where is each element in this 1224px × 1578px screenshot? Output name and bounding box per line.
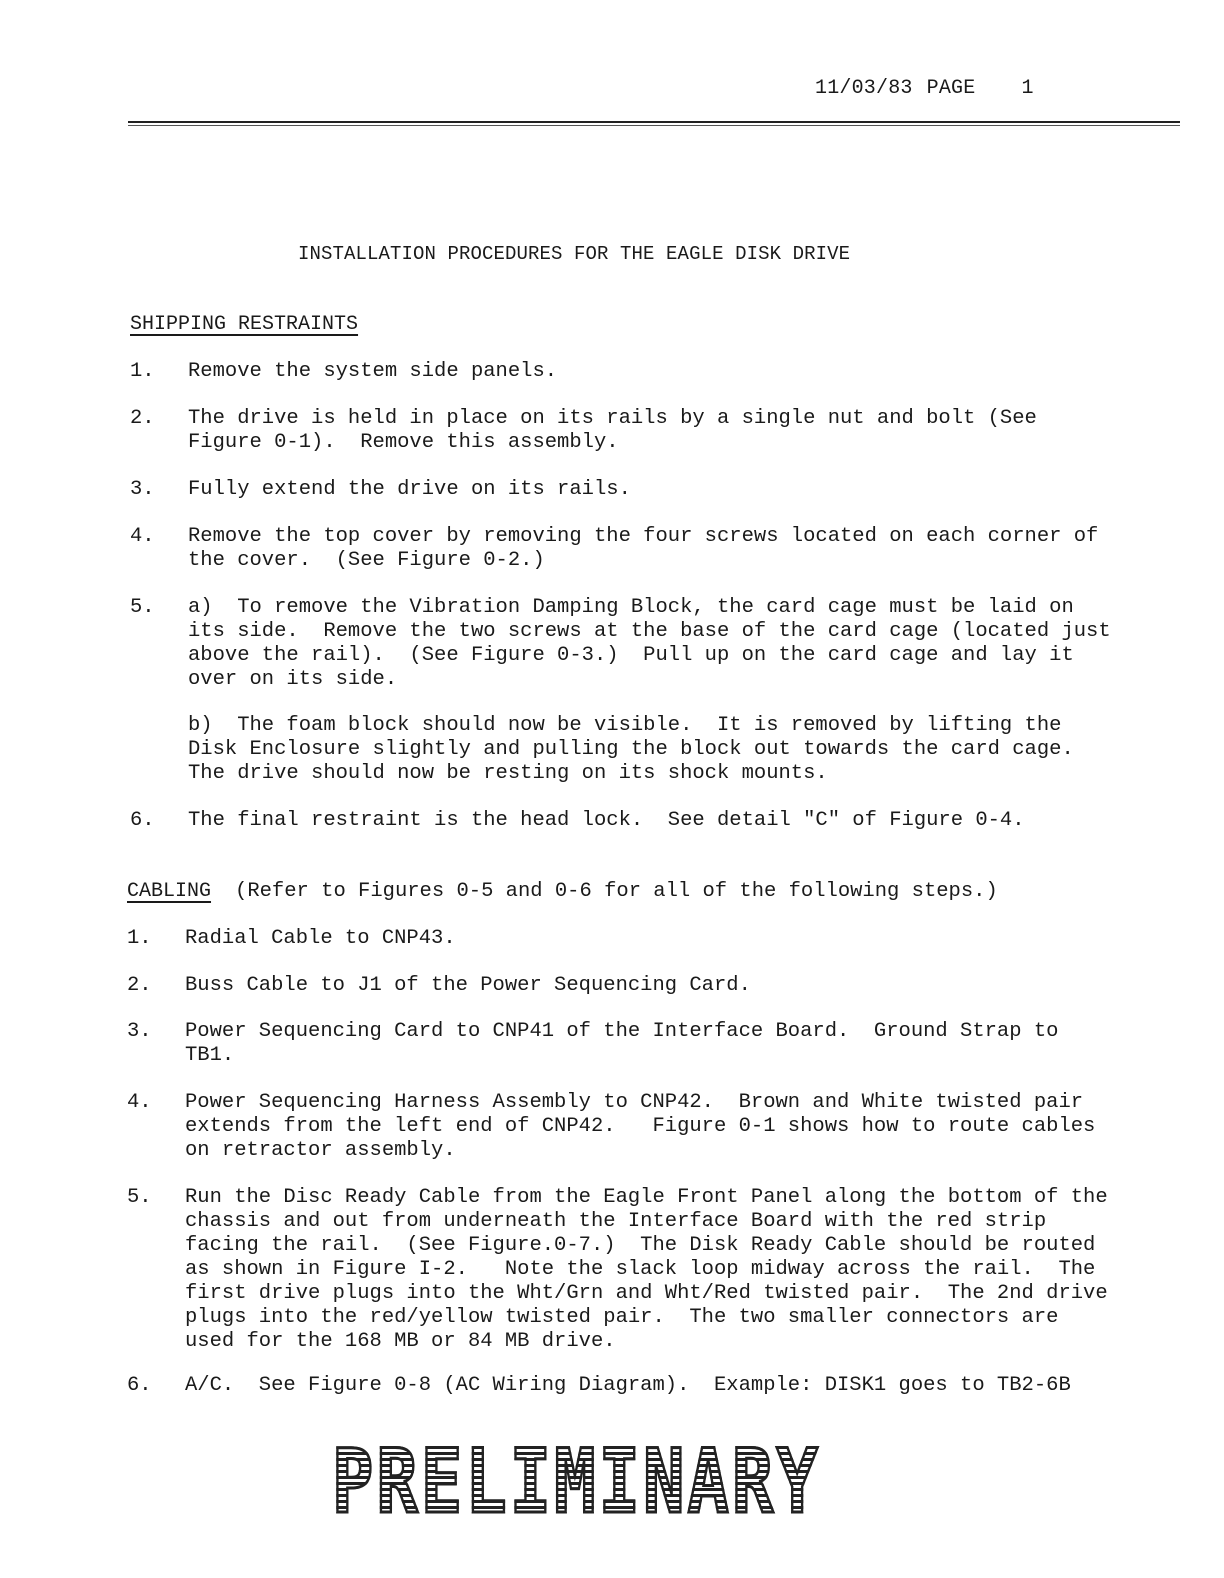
item-text: Run the Disc Ready Cable from the Eagle Front Panel along the bottom of the chassis and out from underneath the Interface Board with the red strip facing the rail. (See Figure.0-7.) The Disk Ready Cable should be routed as shown in Figure I-2. Note the slack loop midway across the rail. The first drive plugs into the Wht/Grn and Wht/Red twisted pair. The 2nd drive plugs into the red/yellow twisted pair. The two smaller connectors are used for the 168 MB or 84 MB drive.	[185, 1186, 1108, 1353]
item-number: 1.	[127, 927, 152, 950]
header-page-number: 1	[1021, 77, 1034, 100]
item-number: 3.	[127, 1020, 152, 1043]
cabling-item-4	[127, 1091, 1096, 1187]
header-page-label: PAGE	[926, 77, 976, 100]
item-text: Power Sequencing Card to CNP41 of the Interface Board. Ground Strap to TB1.	[185, 1020, 1059, 1067]
item-text: A/C. See Figure 0-8 (AC Wiring Diagram). Example: DISK1 goes to TB2-6B	[185, 1374, 1071, 1397]
item-number: 6.	[127, 1374, 152, 1397]
header-rule	[128, 121, 1180, 123]
item-number: 2.	[127, 974, 152, 997]
shipping-heading	[130, 313, 358, 336]
item-number: 5.	[127, 1186, 152, 1209]
header-rule-secondary	[128, 125, 1180, 126]
page-header	[815, 77, 1034, 100]
cabling-note: (Refer to Figures 0-5 and 0-6 for all of the following steps.)	[235, 880, 998, 903]
item-text: The drive is held in place on its rails by a single nut and bolt (See Figure 0-1). Remove this assembly.	[188, 407, 1037, 454]
item-text: b) The foam block should now be visible. It is removed by lifting the Disk Enclosure slightly and pulling the block out towards the card cage. The drive should now be resting on its shock mounts.	[188, 714, 1074, 785]
item-text: Buss Cable to J1 of the Power Sequencing Card.	[185, 974, 751, 997]
shipping-heading-text: SHIPPING RESTRAINTS	[130, 313, 359, 336]
item-text: Fully extend the drive on its rails.	[188, 478, 631, 501]
cabling-heading	[127, 880, 998, 903]
shipping-item-5a	[130, 596, 1111, 692]
preliminary-stamp	[332, 1430, 821, 1533]
item-text: Remove the system side panels.	[188, 360, 558, 383]
item-text: Power Sequencing Harness Assembly to CNP42. Brown and White twisted pair extends from the left end of CNP42. Figure 0-1 shows how to route cables on retractor assembly.	[185, 1091, 1096, 1162]
document-title: INSTALLATION PROCEDURES FOR THE EAGLE DISK DRIVE	[298, 243, 851, 265]
shipping-item-5b	[130, 714, 1074, 810]
header-date: 11/03/83	[815, 77, 913, 100]
cabling-item-6	[127, 1374, 1071, 1470]
item-number: 3.	[130, 478, 155, 501]
cabling-heading-text: CABLING	[127, 880, 212, 903]
item-number: 6.	[130, 809, 155, 832]
item-number: 2.	[130, 407, 155, 430]
item-text: a) To remove the Vibration Damping Block, the card cage must be laid on its side. Remove the two screws at the base of the card cage (located just above the rail). (See Figure 0-3.) Pull up on the card cage and lay it over on its side.	[188, 596, 1111, 691]
cabling-item-5	[127, 1186, 1108, 1353]
item-number: 4.	[127, 1091, 152, 1114]
preliminary-stamp-text: PRELIMINARY	[332, 1430, 821, 1533]
item-number: 1.	[130, 360, 155, 383]
item-number: 4.	[130, 525, 155, 548]
item-text: Remove the top cover by removing the four screws located on each corner of the cover. (See Figure 0-2.)	[188, 525, 1099, 572]
item-number: 5.	[130, 596, 155, 619]
item-text: The final restraint is the head lock. See detail "C" of Figure 0-4.	[188, 809, 1025, 832]
item-text: Radial Cable to CNP43.	[185, 927, 456, 950]
